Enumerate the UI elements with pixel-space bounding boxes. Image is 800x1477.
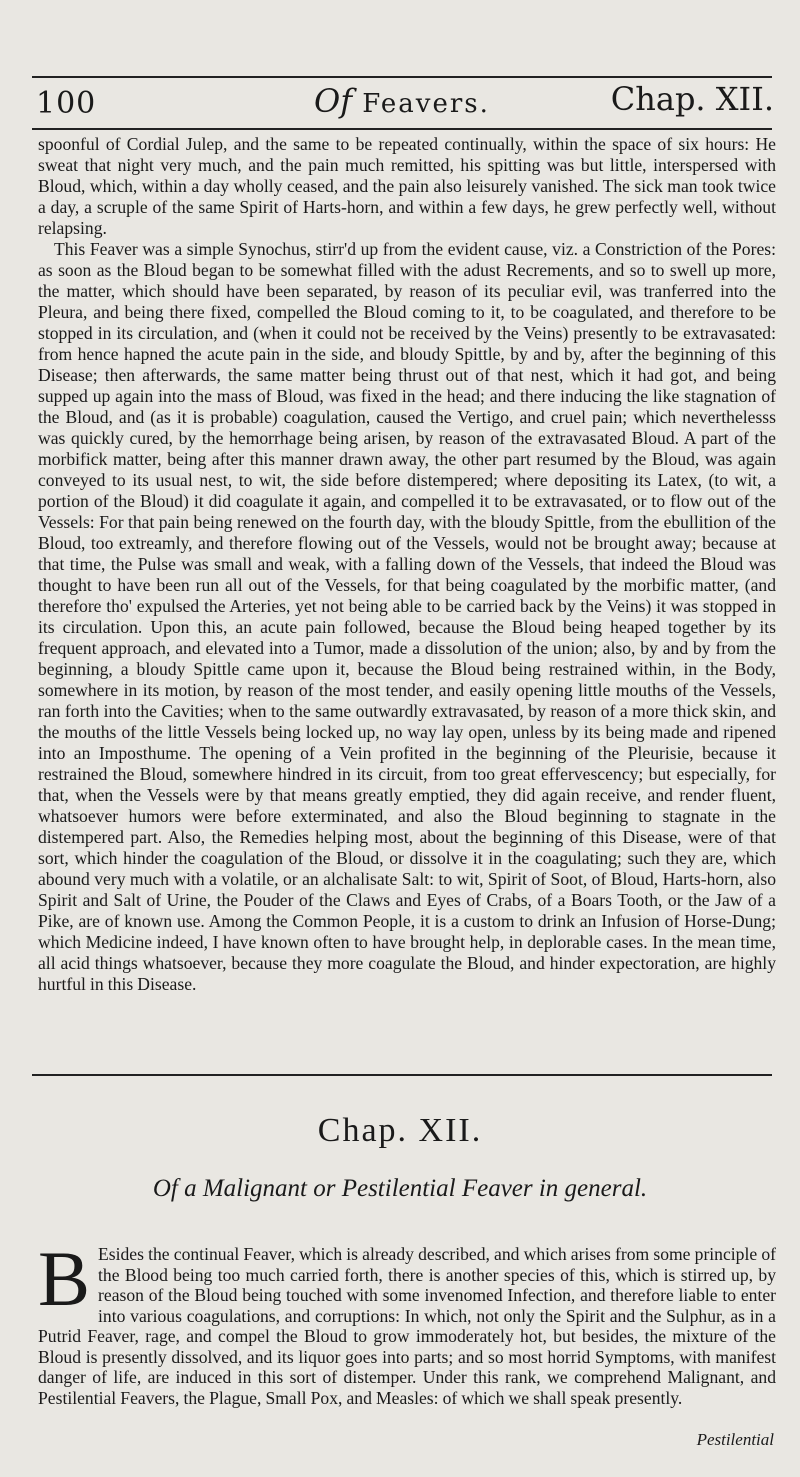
paragraph-analysis: This Feaver was a simple Synochus, stirr'd up from the evident cause, viz. a Constriction of the Pores: as soon as the Bloud began to be somewhat filled with the adust Recrements, and so to swell up more, the matter, which should have been separated, by reason of its peculiar evil, was tranferred into the Pleura, and being there fixed, compelled the Bloud coming to it, to be coagulated, and therefore to be stopped in its circulation, and (when it could not be received by the Veins) presently to be extravasated: from hence hapned the acute pain in the side, and bloudy Spittle, by and by, after the beginning of this Disease; then afterwards, the same matter being thrust out of that nest, which it had got, and being supped up again into the mass of Bloud, was fixed in the head; and there inducing the like stagnation of the Bloud, and (as it is probable) coagulation, caused the Vertigo, and cruel pain; which neverthelesss was quickly cured, by the hemorrhage being arisen, by reason of the extravasated Bloud. A part of the morbifick matter, being after this manner drawn away, the other part resumed by the Bloud, was again conveyed to its usual nest, to wit, the side before distempered; where depositing its Latex, (to wit, a portion of the Bloud) it did coagulate it again, and compelled it to be extravasated, or to flow out of the Vessels: For that pain being renewed on the fourth day, with the bloudy Spittle, from the ebullition of the Bloud, too extreamly, and therefore flowing out of the Vessels, would not be brought away; because at that time, the Pulse was small and weak, with a falling down of the Vessels, that indeed the Bloud was thought to have been run all out of the Vessels, for that being coagulated by the morbific matter, (and therefore tho' expulsed the Arteries, yet not being able to be carried back by the Veins) it was stopped in its circulation. Upon this, an acute pain followed, because the Bloud being heaped together by its frequent approach, and elevated into a Tumor, made a dissolution of the union; also, by and by from the beginning, a bloudy Spittle came upon it, because the Bloud being restrained within, in the Body, somewhere in its motion, by reason of the most tender, and easily opening little mouths of the Vessels, ran forth into the Cavities; when to the same outwardly extravasated, by reason of a more thick skin, and the mouths of the little Vessels being locked up, no way lay open, unless by its being made and ripened into an Imposthume. The opening of a Vein profited in the beginning of the Pleurisie, because it restrained the Bloud, somewhere hindred in its circuit, from too great effervescency; but especially, for that, when the Vessels were by that means greatly emptied, they did again receive, and render fluent, whatsoever humors were before exterminated, and also the Bloud beginning to stagnate in the distempered part. Also, the Remedies helping most, about the beginning of this Disease, were of that sort, which hinder the coagulation of the Bloud, or dissolve it in the coagulating; such they are, which abound very much with a volatile, or an alchalisate Salt: to wit, Spirit of Soot, of Bloud, Harts-horn, also Spirit and Salt of Urine, the Pouder of the Claws and Eyes of Crabs, of a Boars Tooth, or the Jaw of a Pike, are of known use. Among the Common People, it is a custom to drink an Infusion of Horse-Dung; which Medicine indeed, I have known often to have brought help, in deplorable cases. In the mean time, all acid things whatsoever, because they more coagulate the Bloud, and hinder expectoration, are highly hurtful in this Disease. (38, 239, 776, 994)
header-top-rule (32, 76, 772, 78)
page-number: 100 (36, 86, 97, 121)
chapter-opening-paragraph: Esides the continual Feaver, which is already described, and which arises from some principle of the Blood being too much carried forth, there is another species of this, which is stirred up, by reason of the Bloud being touched with some invenomed Infection, and therefore liable to enter into various coagulations, and corruptions: In which, not only the Spirit and the Sulphur, as in a Putrid Feaver, rage, and compel the Bloud to grow immoderately hot, but besides, the mixture of the Bloud is presently dissolved, and its liquor goes into parts; and so most horrid Symptoms, with manifest danger of life, are induced in this sort of distemper. Under this rank, we comprehend Malignant, and Pestilential Feavers, the Plague, Small Pox, and Measles: of which we shall speak presently. (38, 1244, 776, 1408)
chapter-heading: Chap. XII. (317, 1112, 483, 1149)
header-bottom-rule (32, 128, 772, 130)
running-title-main: Feavers. (362, 89, 490, 119)
running-title-prefix: Of (314, 82, 363, 120)
paragraph-continuation: spoonful of Cordial Julep, and the same to be repeated continually, within the space of six hours: He sweat that night very much, and the pain much remitted, his spitting was but little, interspersed with Bloud, which, within a day wholly ceased, and the pain also leisurely vanished. The sick man took twice a day, a scruple of the same Spirit of Harts-horn, and within a few days, he grew perfectly well, without relapsing. (38, 134, 776, 238)
main-text (38, 134, 776, 995)
running-chapter: Chap. XII. (610, 80, 774, 118)
section-divider-rule (32, 1074, 772, 1076)
chapter-subtitle: Of a Malignant or Pestilential Feaver in general. (152, 1175, 648, 1202)
running-title (314, 82, 490, 120)
running-header (36, 80, 774, 124)
chapter-opening-text (38, 1235, 776, 1408)
catchword: Pestilential (696, 1430, 774, 1449)
drop-cap: B (38, 1235, 91, 1322)
